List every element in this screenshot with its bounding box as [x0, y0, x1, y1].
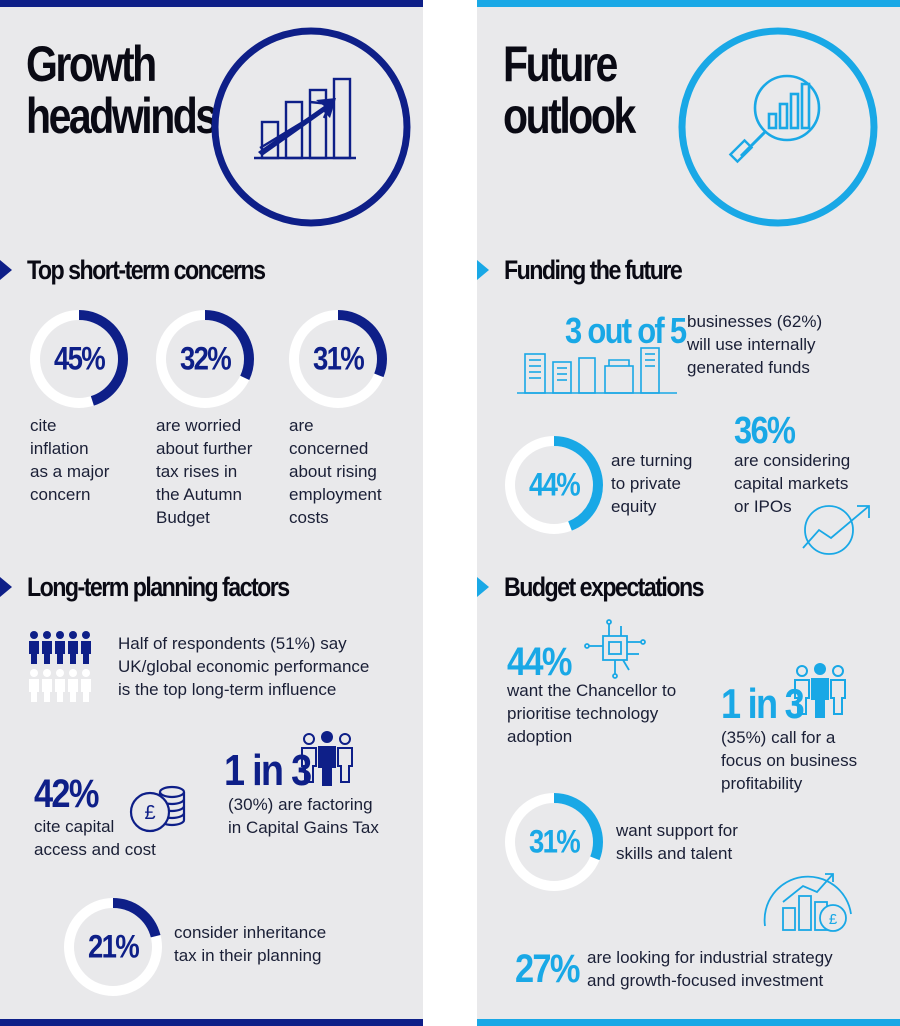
- future-outlook-panel: [477, 0, 900, 1026]
- section-marker: [0, 577, 12, 597]
- section-title-budget: Budget expectations: [504, 572, 703, 602]
- text-line: tax in their planning: [174, 946, 322, 965]
- stat-value: 32%: [180, 340, 230, 377]
- text-line: as a major: [30, 462, 110, 481]
- svg-text:£: £: [828, 911, 838, 928]
- stat-capital-gains: 1 in 3: [224, 746, 311, 795]
- stat-technology: 44%: [507, 640, 571, 684]
- section-title-long-term: Long-term planning factors: [27, 572, 289, 602]
- text-line: (35%) call for a: [721, 728, 836, 747]
- text-line: about rising: [289, 462, 377, 481]
- people-group-icon: [300, 730, 354, 786]
- section-title-short-term: Top short-term concerns: [27, 255, 265, 285]
- pound-growth-chart-icon: [759, 856, 859, 940]
- ring-stat-inflation: [28, 308, 130, 410]
- growth-headwinds-panel: [0, 0, 423, 1026]
- text-line: cite: [30, 416, 57, 435]
- ring-stat-inheritance: [62, 896, 164, 998]
- text-line: are turning: [611, 451, 693, 470]
- stat-value: 31%: [529, 823, 579, 860]
- section-marker: [0, 260, 12, 280]
- magnifier-chart-icon: [673, 22, 883, 232]
- text-line: adoption: [507, 727, 573, 746]
- text-line: is the top long-term influence: [118, 680, 337, 699]
- people-group-icon: [793, 662, 847, 718]
- text-line: in Capital Gains Tax: [228, 818, 379, 837]
- ring-stat-employment-costs: [287, 308, 389, 410]
- text-line: will use internally: [687, 335, 816, 354]
- title-line-2: headwinds: [26, 88, 216, 144]
- top-accent-bar: [0, 0, 423, 7]
- text-line: skills and talent: [616, 844, 733, 863]
- text-line: or IPOs: [734, 497, 792, 516]
- text-line: to private: [611, 474, 681, 493]
- text-line: are: [289, 416, 314, 435]
- stat-industrial: 27%: [515, 947, 579, 991]
- title-line-1: Future: [503, 36, 616, 92]
- text-line: want support for: [616, 821, 738, 840]
- people-grid-icon: [28, 630, 98, 702]
- inflation-text: [30, 414, 109, 506]
- text-line: concerned: [289, 439, 369, 458]
- stat-profitability: 1 in 3: [721, 680, 804, 727]
- section-title-funding: Funding the future: [504, 255, 682, 285]
- text-line: cite capital: [34, 817, 115, 836]
- microchip-icon: [583, 618, 649, 680]
- text-line: costs: [289, 508, 329, 527]
- industrial-text: [587, 946, 833, 992]
- text-line: the Autumn: [156, 485, 243, 504]
- ring-stat-skills: [503, 791, 605, 893]
- profitability-text: [721, 726, 857, 795]
- technology-text: [507, 679, 676, 748]
- bottom-accent-bar: [0, 1019, 423, 1026]
- text-line: want the Chancellor to: [507, 681, 677, 700]
- text-line: are looking for industrial strategy: [587, 948, 833, 967]
- stat-value: 44%: [529, 466, 579, 503]
- stat-capital-markets: 36%: [734, 410, 795, 452]
- panel-title: [26, 38, 216, 142]
- tax-rises-text: [156, 414, 252, 529]
- text-line: businesses (62%): [687, 312, 823, 331]
- employment-costs-text: [289, 414, 382, 529]
- text-line: access and cost: [34, 840, 156, 859]
- text-line: equity: [611, 497, 657, 516]
- text-line: about further: [156, 439, 253, 458]
- stat-three-of-five: 3 out of 5: [565, 310, 686, 351]
- section-marker: [477, 260, 489, 280]
- title-line-1: Growth: [26, 36, 155, 92]
- stat-value: 45%: [54, 340, 104, 377]
- text-line: consider inheritance: [174, 923, 327, 942]
- private-equity-text: [611, 449, 692, 518]
- text-line: employment: [289, 485, 382, 504]
- text-line: and growth-focused investment: [587, 971, 824, 990]
- internal-funds-text: [687, 310, 822, 379]
- pound-coins-icon: [128, 782, 188, 834]
- growth-arrow-icon: [799, 500, 875, 556]
- text-line: prioritise technology: [507, 704, 659, 723]
- rising-bar-chart-icon: [206, 22, 416, 232]
- text-line: generated funds: [687, 358, 810, 377]
- top-accent-bar: [477, 0, 900, 7]
- city-buildings-icon: [517, 344, 677, 394]
- stat-capital-access: 42%: [34, 772, 98, 816]
- half-respondents-text: [118, 632, 369, 701]
- text-line: profitability: [721, 774, 803, 793]
- inheritance-text: [174, 921, 326, 967]
- text-line: capital markets: [734, 474, 849, 493]
- text-line: are considering: [734, 451, 851, 470]
- ring-stat-tax-rises: [154, 308, 256, 410]
- stat-value: 31%: [313, 340, 363, 377]
- text-line: concern: [30, 485, 91, 504]
- text-line: Half of respondents (51%) say: [118, 634, 347, 653]
- section-marker: [477, 577, 489, 597]
- text-line: focus on business: [721, 751, 858, 770]
- text-line: are worried: [156, 416, 242, 435]
- skills-text: [616, 819, 738, 865]
- bottom-accent-bar: [477, 1019, 900, 1026]
- ring-stat-private-equity: [503, 434, 605, 536]
- stat-value: 21%: [88, 928, 138, 965]
- svg-text:£: £: [144, 802, 156, 824]
- title-line-2: outlook: [503, 88, 634, 144]
- text-line: tax rises in: [156, 462, 238, 481]
- text-line: inflation: [30, 439, 89, 458]
- text-line: UK/global economic performance: [118, 657, 370, 676]
- panel-title: [503, 38, 634, 142]
- text-line: (30%) are factoring: [228, 795, 373, 814]
- text-line: Budget: [156, 508, 210, 527]
- capital-gains-text: [228, 793, 379, 839]
